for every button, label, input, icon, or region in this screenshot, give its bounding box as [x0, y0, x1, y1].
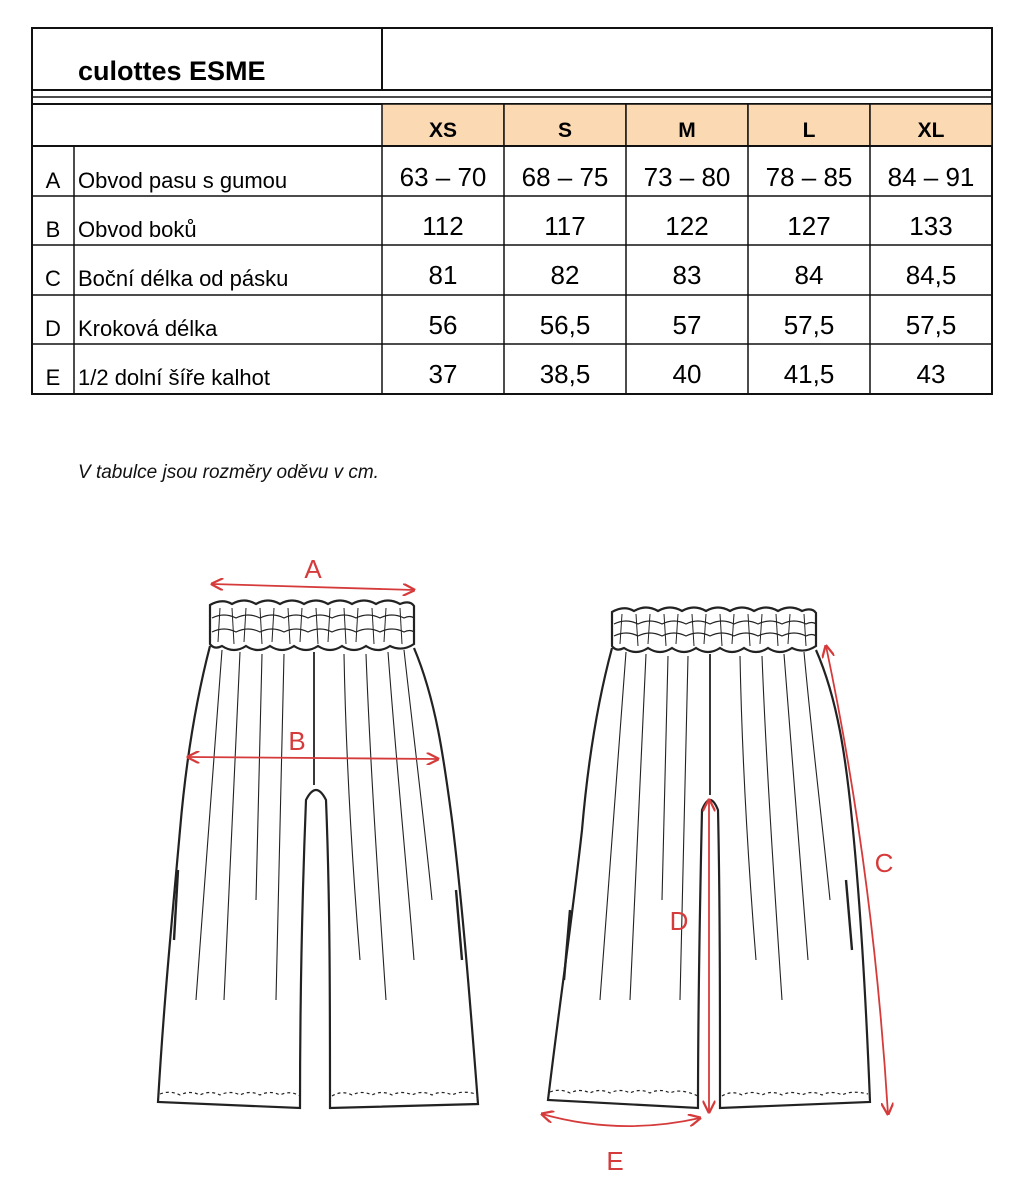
- value-a-xs: 63 – 70: [399, 162, 487, 192]
- row-code-a: A: [45, 168, 61, 193]
- size-header-m: M: [678, 119, 696, 142]
- value-b-s: 117: [544, 211, 586, 241]
- row-label-a: Obvod pasu s gumou: [78, 168, 288, 193]
- value-d-xl: 57,5: [905, 310, 957, 340]
- arrow-b: [188, 757, 438, 759]
- value-c-m: 83: [672, 260, 702, 290]
- value-e-xs: 37: [428, 359, 458, 389]
- label-a: A: [304, 554, 322, 584]
- value-d-xs: 56: [428, 310, 458, 340]
- size-header-xs: XS: [428, 119, 458, 142]
- row-label-e: 1/2 dolní šíře kalhot: [78, 365, 271, 390]
- value-c-xl: 84,5: [905, 260, 957, 290]
- value-c-s: 82: [550, 260, 580, 290]
- value-b-xl: 133: [909, 211, 953, 241]
- value-b-xs: 112: [422, 211, 464, 241]
- size-table: [0, 0, 1024, 410]
- value-e-l: 41,5: [783, 359, 835, 389]
- row-code-d: D: [45, 316, 61, 341]
- label-d: D: [669, 906, 689, 936]
- label-e: E: [606, 1146, 624, 1176]
- value-a-s: 68 – 75: [521, 162, 609, 192]
- value-a-l: 78 – 85: [765, 162, 853, 192]
- label-b: B: [288, 726, 306, 756]
- row-code-e: E: [45, 365, 61, 390]
- row-label-d: Kroková délka: [78, 316, 218, 341]
- table-title: culottes ESME: [78, 56, 266, 86]
- size-header-xl: XL: [917, 119, 945, 142]
- value-a-m: 73 – 80: [643, 162, 731, 192]
- row-code-b: B: [45, 217, 61, 242]
- value-d-s: 56,5: [539, 310, 591, 340]
- measurement-arrows: [188, 584, 888, 1126]
- value-b-m: 122: [665, 211, 709, 241]
- value-e-xl: 43: [916, 359, 946, 389]
- row-label-c: Boční délka od pásku: [78, 266, 289, 291]
- arrow-e: [542, 1114, 700, 1126]
- arrow-a: [212, 584, 414, 590]
- row-code-c: C: [45, 266, 61, 291]
- value-e-s: 38,5: [539, 359, 591, 389]
- value-c-l: 84: [794, 260, 824, 290]
- value-b-l: 127: [787, 211, 831, 241]
- culottes-diagram: [0, 540, 1024, 1180]
- measurement-note: V tabulce jsou rozměry oděvu v cm.: [78, 462, 379, 483]
- front-view-drawing: [158, 601, 478, 1109]
- value-c-xs: 81: [428, 260, 458, 290]
- value-e-m: 40: [672, 359, 702, 389]
- value-d-m: 57: [672, 310, 702, 340]
- label-c: C: [874, 848, 894, 878]
- value-d-l: 57,5: [783, 310, 835, 340]
- row-label-b: Obvod boků: [78, 217, 197, 242]
- size-header-l: L: [802, 119, 816, 142]
- size-header-s: S: [557, 119, 573, 142]
- value-a-xl: 84 – 91: [887, 162, 975, 192]
